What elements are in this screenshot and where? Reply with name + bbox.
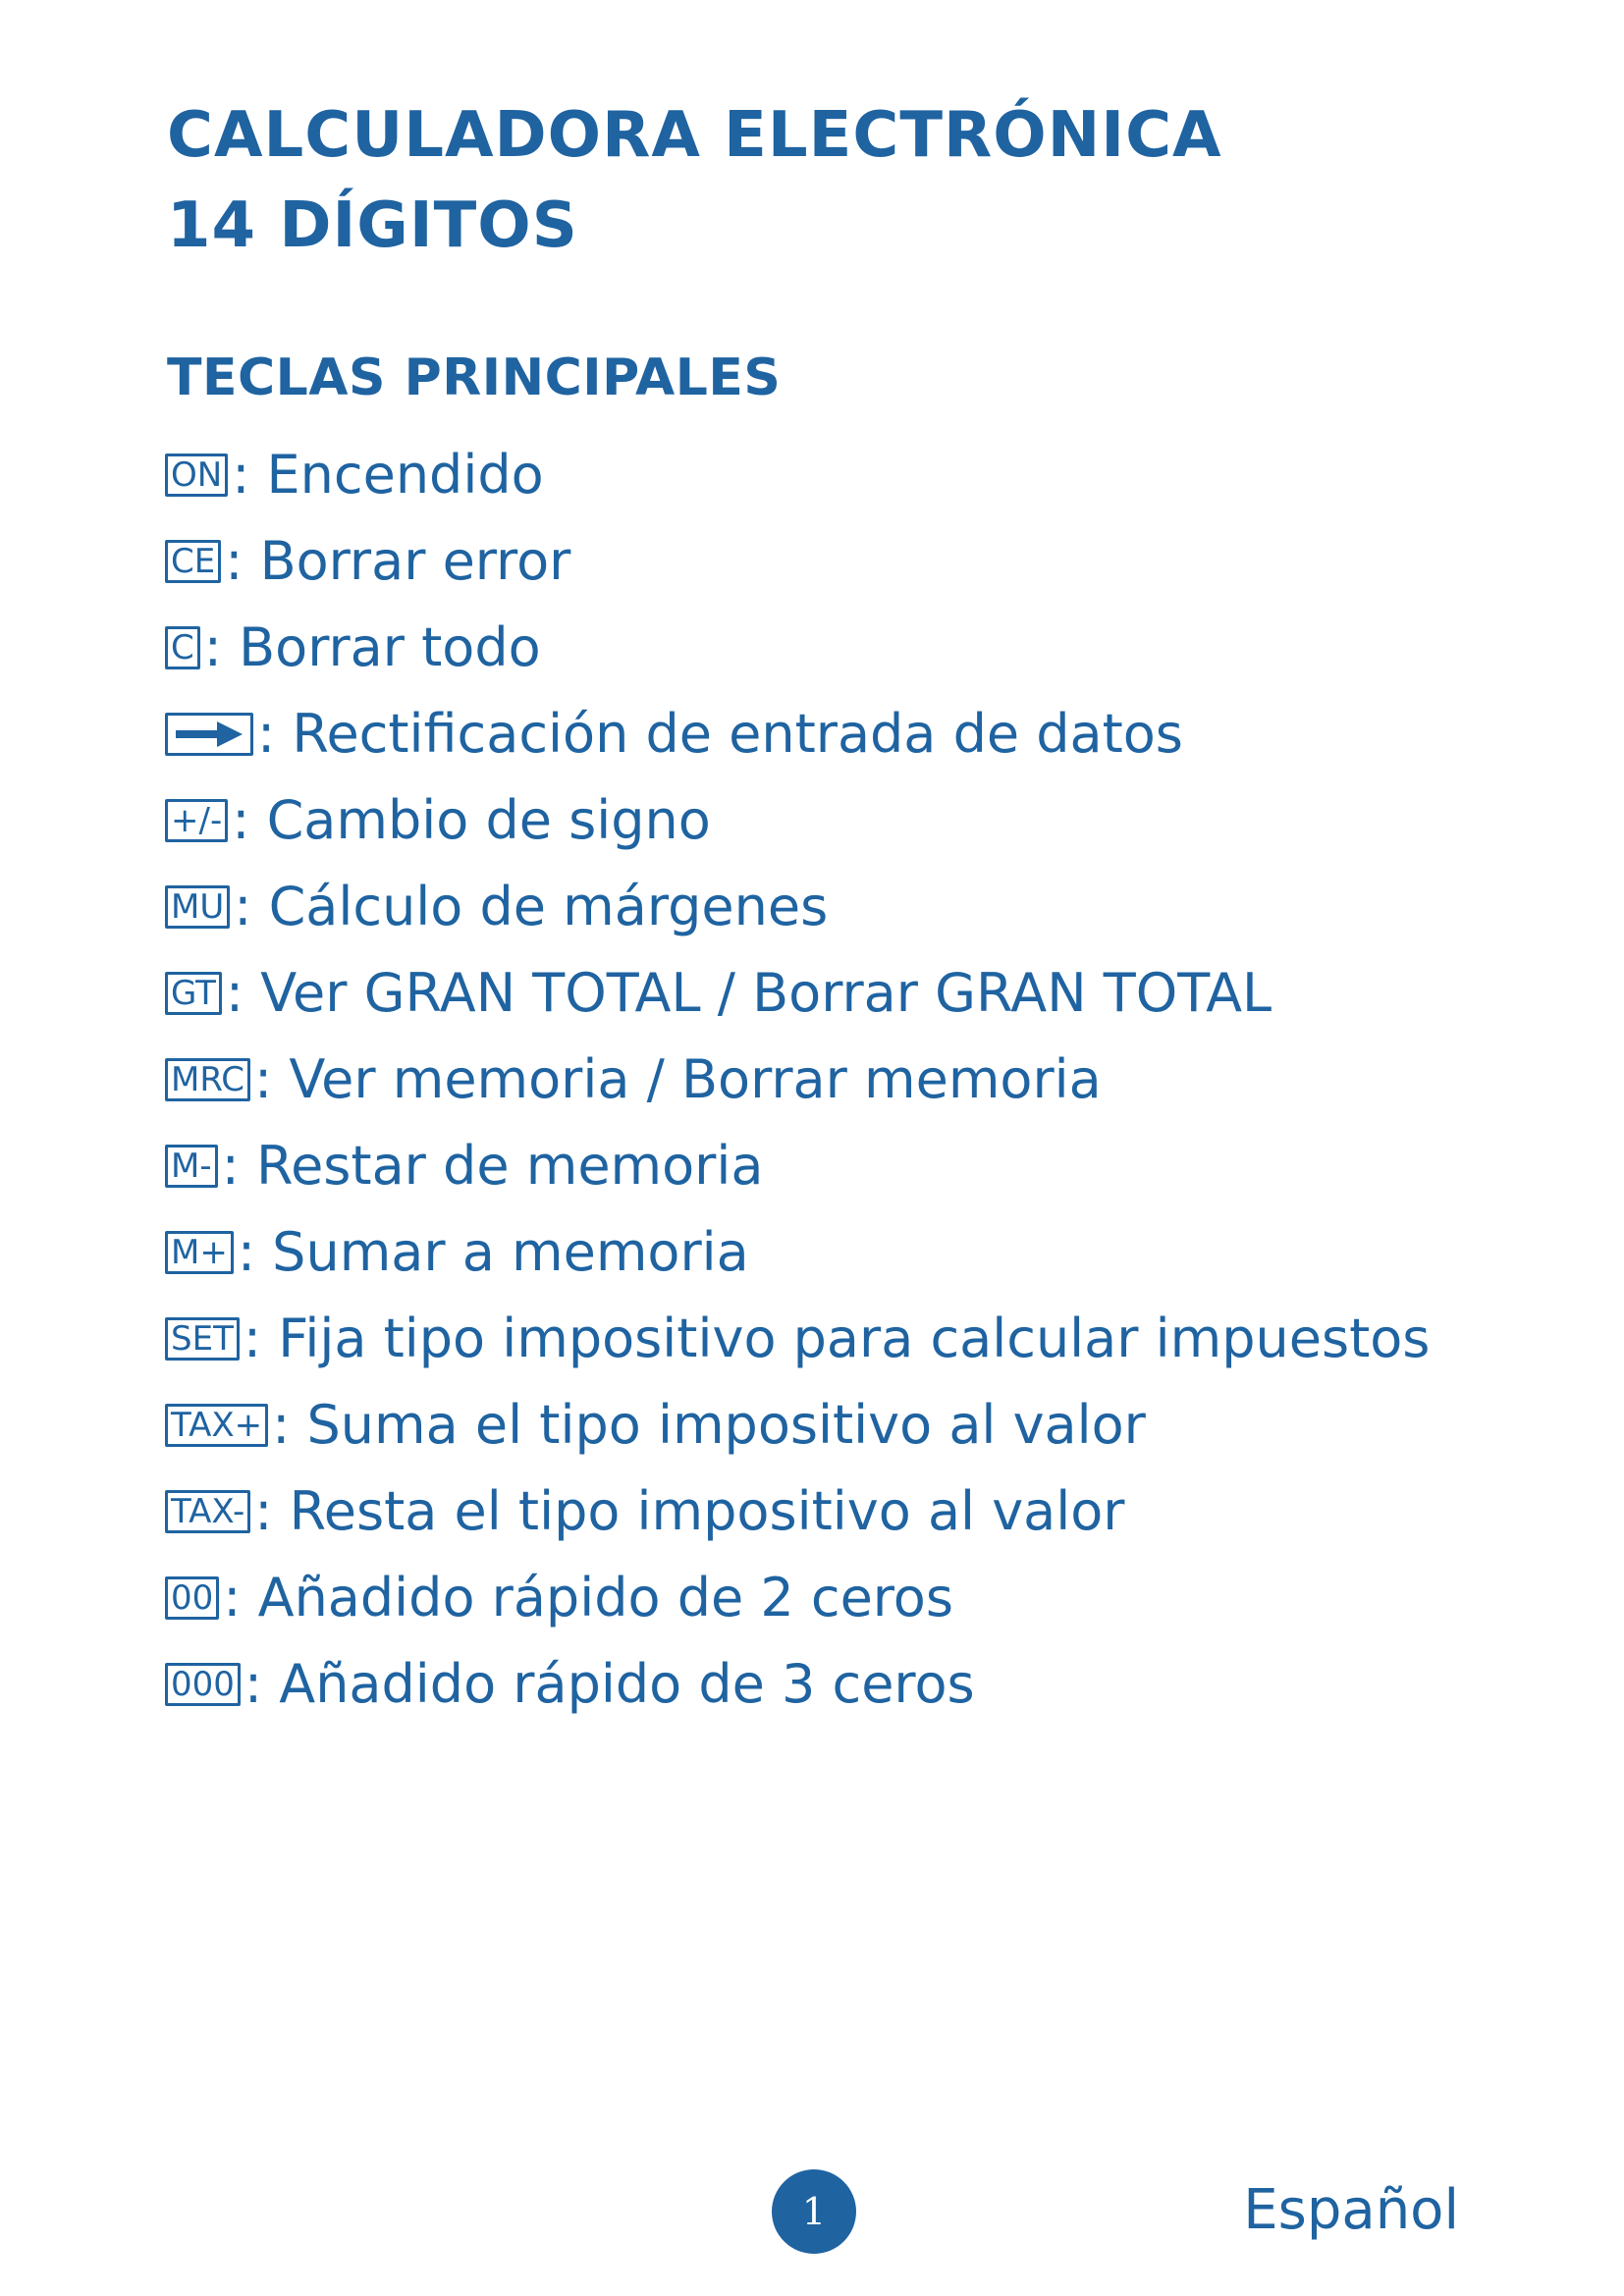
key-description: : Suma el tipo impositivo al valor (272, 1394, 1146, 1456)
key-description: : Sumar a memoria (237, 1221, 749, 1283)
title-line-1: CALCULADORA ELECTRÓNICA (167, 99, 1222, 172)
key-row-ce (165, 518, 1430, 605)
key-description: : Fija tipo impositivo para calcular impuestos (243, 1308, 1431, 1369)
key-description: : Resta el tipo impositivo al valor (254, 1480, 1125, 1542)
key-cap-mrc: MRC (165, 1058, 250, 1101)
key-description: : Añadido rápido de 2 ceros (223, 1567, 953, 1629)
key-cap-tax-minus: TAX- (165, 1490, 250, 1533)
key-description: : Borrar todo (203, 616, 541, 678)
key-cap-arrow (165, 713, 253, 756)
key-row-arrow (165, 691, 1430, 777)
key-cap-mu: MU (165, 885, 230, 929)
key-row-plus-minus (165, 777, 1430, 864)
key-cap-plus-minus: +/- (165, 799, 228, 842)
section-heading: TECLAS PRINCIPALES (167, 348, 782, 407)
key-description: : Cálculo de márgenes (234, 876, 829, 937)
page-number-badge: 1 (772, 2169, 856, 2254)
key-description: : Rectificación de entrada de datos (257, 703, 1183, 765)
key-cap-double-zero: 00 (165, 1576, 219, 1620)
key-row-tax-minus (165, 1468, 1430, 1555)
key-row-mu (165, 864, 1430, 950)
key-description: : Ver GRAN TOTAL / Borrar GRAN TOTAL (225, 962, 1272, 1024)
key-description: : Cambio de signo (232, 789, 711, 851)
key-description: : Borrar error (225, 530, 571, 592)
title-line-2: 14 DÍGITOS (167, 189, 578, 262)
key-cap-ce: CE (165, 540, 221, 583)
key-description: : Añadido rápido de 3 ceros (244, 1653, 975, 1715)
key-row-m-plus (165, 1209, 1430, 1296)
key-row-double-zero (165, 1555, 1430, 1641)
key-row-m-minus (165, 1123, 1430, 1209)
key-cap-m-plus: M+ (165, 1231, 234, 1274)
key-cap-gt: GT (165, 972, 222, 1015)
key-row-triple-zero (165, 1641, 1430, 1728)
key-row-on (165, 432, 1430, 518)
key-cap-triple-zero: 000 (165, 1663, 241, 1706)
key-list (165, 432, 1430, 1728)
key-cap-c: C (165, 626, 200, 669)
key-row-gt (165, 950, 1430, 1037)
key-cap-set: SET (165, 1317, 240, 1361)
key-cap-tax-plus: TAX+ (165, 1404, 268, 1447)
key-row-tax-plus (165, 1382, 1430, 1468)
key-description: : Ver memoria / Borrar memoria (254, 1048, 1102, 1110)
language-label: Español (1243, 2178, 1459, 2242)
key-cap-on: ON (165, 454, 228, 497)
key-row-c (165, 605, 1430, 691)
right-arrow-icon (172, 720, 246, 749)
page-title (167, 90, 1222, 271)
key-row-mrc (165, 1037, 1430, 1123)
key-row-set (165, 1296, 1430, 1382)
key-description: : Encendido (232, 444, 544, 506)
key-description: : Restar de memoria (221, 1135, 764, 1197)
key-cap-m-minus: M- (165, 1145, 218, 1188)
